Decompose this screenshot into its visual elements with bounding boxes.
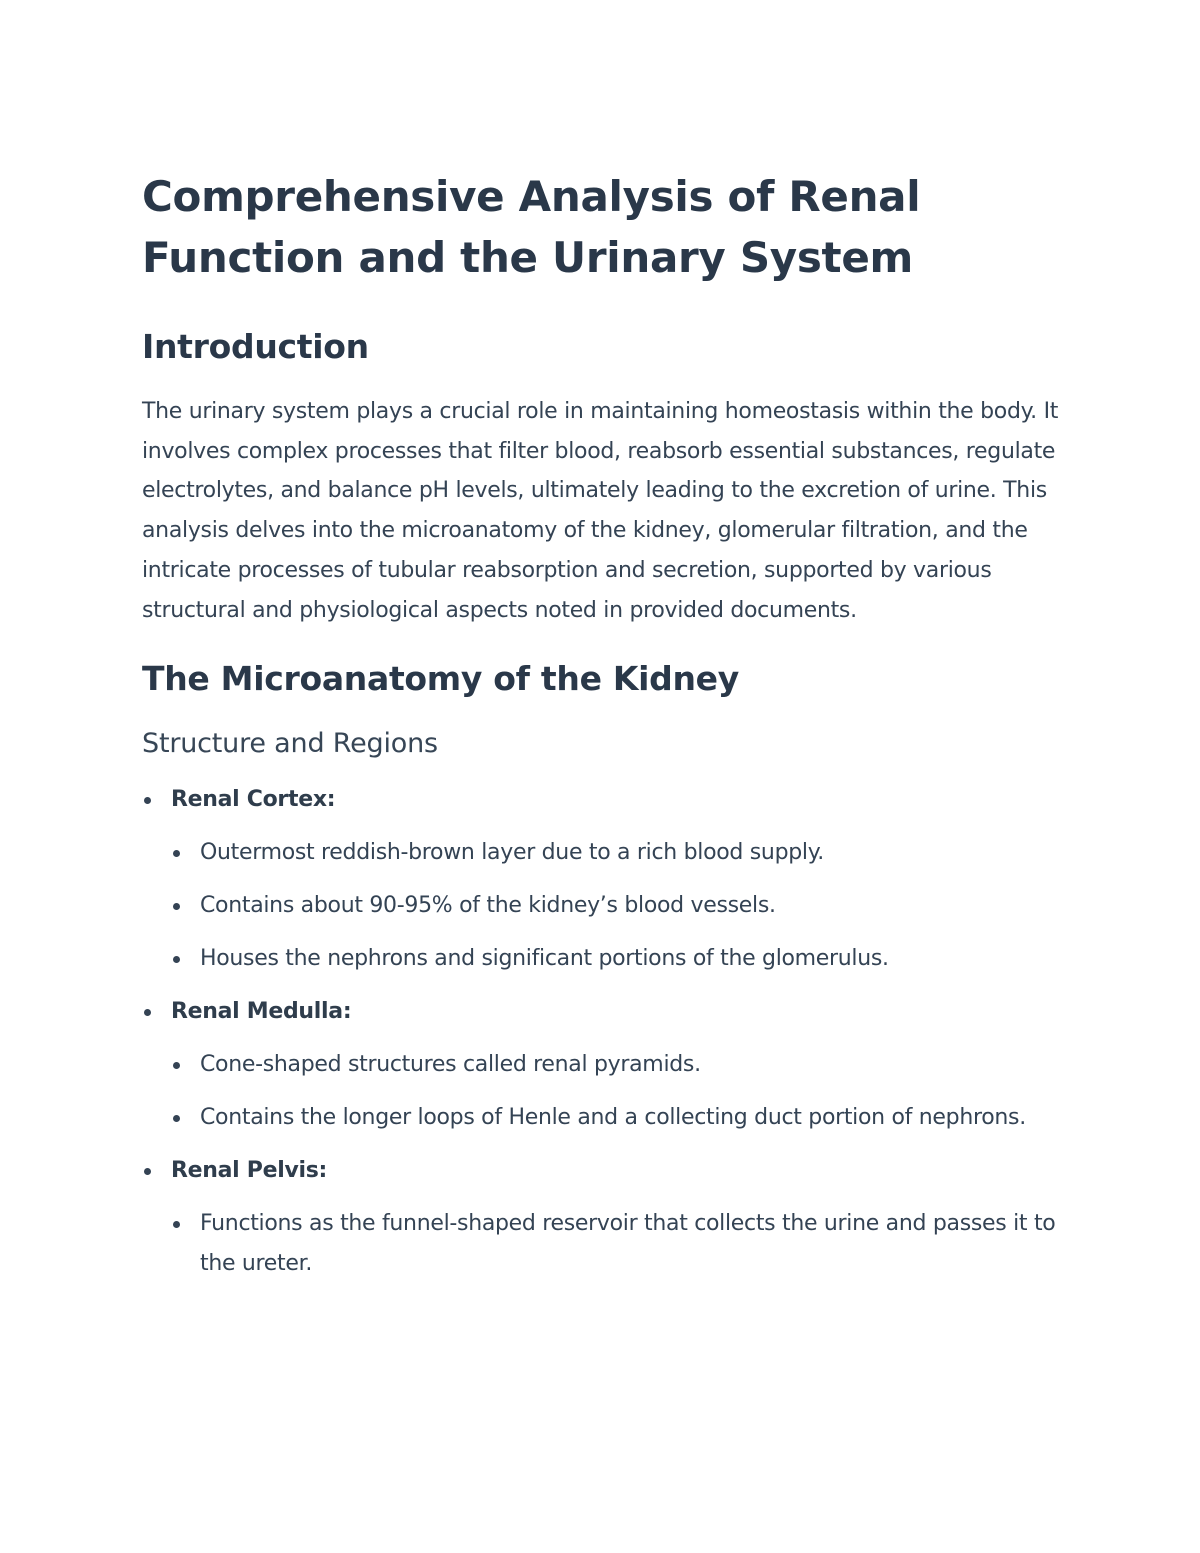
structure-regions-subheading: Structure and Regions <box>142 728 438 760</box>
bullet-icon <box>144 1168 151 1175</box>
list-item <box>171 886 1062 926</box>
point-text: Outermost reddish-brown layer due to a rich blood supply. <box>200 840 824 866</box>
region-item-renal-medulla <box>142 992 1062 1138</box>
point-text: Houses the nephrons and significant portions of the glomerulus. <box>200 946 889 972</box>
bullet-icon <box>173 1062 180 1069</box>
region-term: Renal Medulla: <box>171 999 352 1025</box>
region-term: Renal Cortex: <box>171 787 336 813</box>
region-item-renal-cortex <box>142 780 1062 979</box>
microanatomy-heading: The Microanatomy of the Kidney <box>142 659 739 699</box>
bullet-icon <box>173 903 180 910</box>
region-item-renal-pelvis <box>142 1151 1062 1284</box>
point-text: Contains the longer loops of Henle and a collecting duct portion of nephrons. <box>200 1105 1026 1131</box>
bullet-icon <box>173 1115 180 1122</box>
introduction-heading: Introduction <box>142 327 369 366</box>
region-points-list <box>171 833 1062 979</box>
point-text: Cone-shaped structures called renal pyramids. <box>200 1052 701 1078</box>
bullet-icon <box>173 956 180 963</box>
point-text: Functions as the funnel-shaped reservoir that collects the urine and passes it to the ureter. <box>200 1211 1056 1277</box>
document-title: Comprehensive Analysis of Renal Function and the Urinary System <box>142 172 921 282</box>
point-text: Contains about 90-95% of the kidney’s blood vessels. <box>200 893 776 919</box>
list-item <box>171 1204 1062 1284</box>
regions-list <box>142 780 1062 1284</box>
list-item <box>171 939 1062 979</box>
bullet-icon <box>144 797 151 804</box>
introduction-paragraph: The urinary system plays a crucial role in maintaining homeostasis within the body. It involves complex processes that filter blood, reabsorb essential substances, regulate electrolytes, and balance pH levels, ultimately leading to the excretion of urine. This analysis delves into the microanatomy of the kidney, glomerular filtration, and the intricate processes of tubular reabsorption and secretion, supported by various structural and physiological aspects noted in provided documents. <box>142 399 1059 623</box>
region-points-list <box>171 1045 1062 1138</box>
region-points-list <box>171 1204 1062 1284</box>
list-item <box>171 833 1062 873</box>
bullet-icon <box>144 1009 151 1016</box>
list-item <box>171 1045 1062 1085</box>
document-page <box>142 166 1062 1297</box>
bullet-icon <box>173 850 180 857</box>
region-term: Renal Pelvis: <box>171 1158 328 1184</box>
bullet-icon <box>173 1221 180 1228</box>
list-item <box>171 1098 1062 1138</box>
